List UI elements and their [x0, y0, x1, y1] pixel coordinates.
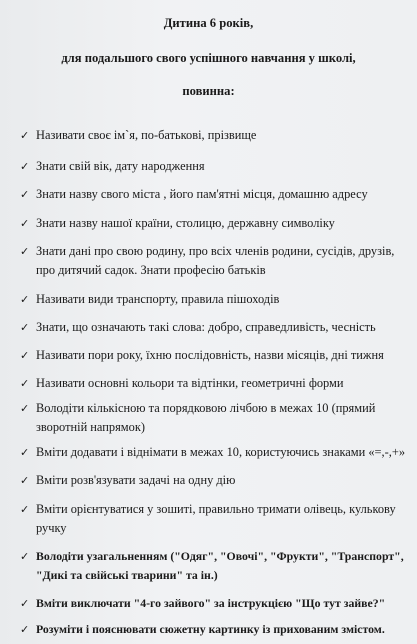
list-item-text: Називати своє ім`я, по-батькові, прізвище: [36, 128, 257, 142]
list-item: [20, 242, 410, 280]
list-item: [20, 471, 410, 490]
check-icon: ✓: [20, 446, 30, 459]
check-icon: ✓: [20, 550, 30, 563]
list-item: [20, 399, 410, 437]
check-icon: ✓: [20, 623, 30, 636]
list-item-text: Знати свій вік, дату народження: [36, 159, 205, 173]
check-icon: ✓: [20, 377, 30, 390]
list-item: [20, 346, 410, 365]
list-item: [20, 500, 410, 538]
list-item-text: Вміти розв'язувати задачі на одну дію: [36, 473, 236, 487]
check-icon: ✓: [20, 597, 30, 610]
list-item-text: Знати дані про свою родину, про всіх членів родини, сусідів, друзів, про дитячий садок. Знати професію батьків: [36, 244, 395, 277]
list-item-text: Називати види транспорту, правила пішоходів: [36, 292, 280, 306]
list-item: [20, 214, 410, 233]
check-icon: ✓: [20, 217, 30, 230]
check-icon: ✓: [20, 129, 30, 142]
list-item-text: Володіти кількісною та порядковою лічбою в межах 10 (прямий зворотній напрямок): [36, 401, 376, 434]
list-item: [20, 185, 410, 204]
list-item: [20, 620, 410, 639]
list-item-text: Називати основні кольори та відтінки, геометричні форми: [36, 376, 344, 390]
check-icon: ✓: [20, 321, 30, 334]
list-item-text: Володіти узагальненням ("Одяг", "Овочі", "Фрукти", "Транспорт", "Дикі та свійські тварини" та ін.): [36, 549, 404, 582]
title-line-3: повинна:: [182, 84, 235, 98]
list-item-text: Вміти додавати і віднімати в межах 10, користуючись знаками «=,-,+»: [36, 445, 406, 459]
list-item: [20, 594, 410, 613]
list-item: [20, 374, 410, 393]
list-item-text: Розуміти і пояснювати сюжетну картинку із прихованим змістом.: [36, 622, 385, 636]
list-item: [20, 126, 410, 145]
title-line-1: Дитина 6 років,: [163, 16, 254, 30]
check-icon: ✓: [20, 293, 30, 306]
list-item-text: Знати назву свого міста , його пам'ятні місця, домашню адресу: [36, 187, 368, 201]
check-icon: ✓: [20, 402, 30, 415]
list-item-text: Знати назву нашої країни, столицю, державну символіку: [36, 216, 335, 230]
list-item-text: Знати, що означають такі слова: добро, справедливість, чесність: [36, 320, 376, 334]
check-icon: ✓: [20, 349, 30, 362]
check-icon: ✓: [20, 160, 30, 173]
list-item-text: Вміти виключати "4-го зайвого" за інструкцією "Що тут зайве?": [36, 596, 386, 610]
list-item-text: Називати пори року, їхню послідовність, назви місяців, дні тижня: [36, 348, 384, 362]
list-item: [20, 443, 410, 462]
check-icon: ✓: [20, 474, 30, 487]
list-item: [20, 547, 410, 585]
check-icon: ✓: [20, 245, 30, 258]
check-icon: ✓: [20, 503, 30, 516]
list-item: [20, 290, 410, 309]
check-icon: ✓: [20, 188, 30, 201]
list-item: [20, 318, 410, 337]
list-item-text: Вміти орієнтуватися у зошиті, правильно тримати олівець, кулькову ручку: [36, 502, 396, 535]
list-item: [20, 157, 410, 176]
title-line-2: для подальшого свого успішного навчання у школі,: [61, 51, 356, 65]
